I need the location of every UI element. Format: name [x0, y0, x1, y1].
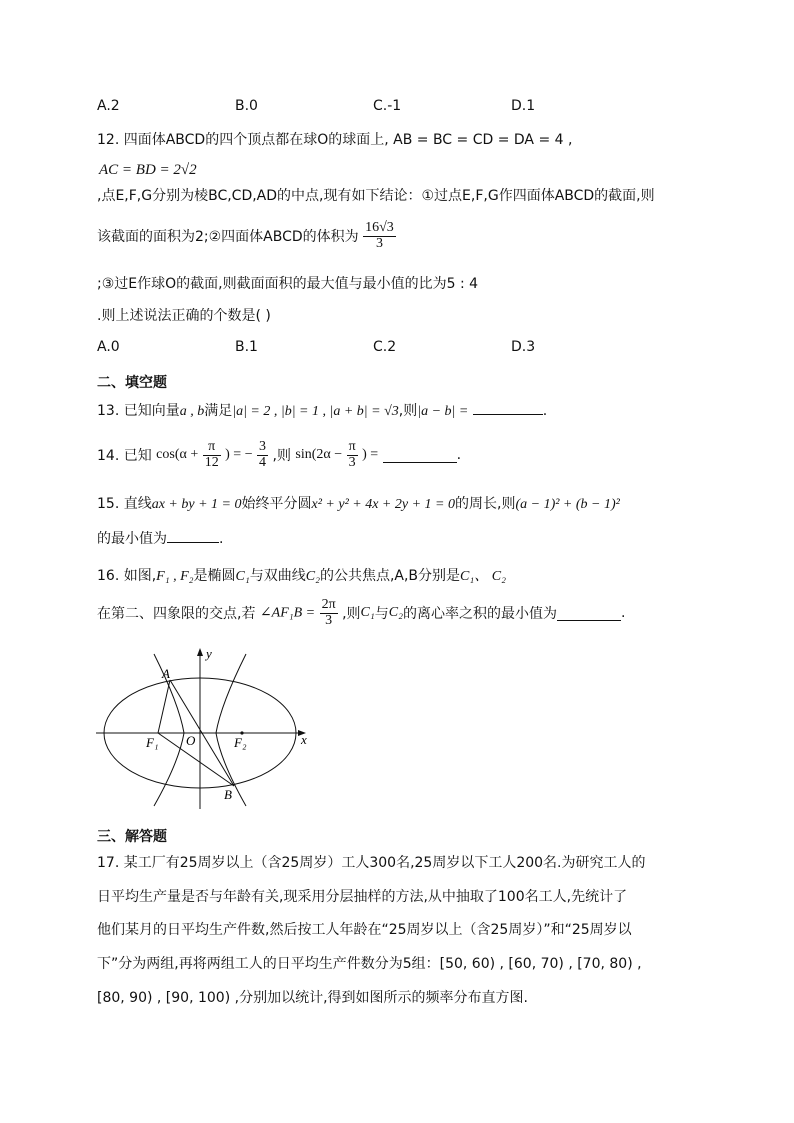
ellipse-hyperbola-figure [96, 644, 321, 814]
q11-option-a: A.2 [97, 98, 120, 114]
q15-circle-eq: x² + y² + 4x + 2y + 1 = 0 [311, 497, 455, 512]
q16-end: . [620, 605, 626, 622]
q14-expr2b: ) = [362, 447, 379, 463]
q15-mid2: 的周长,则 [455, 496, 516, 512]
q17-line3: 他们某月的日平均生产件数,然后按工人年龄在“25周岁以上（含25周岁）”和“25周岁以 [97, 922, 632, 938]
q15-answer-blank[interactable] [167, 528, 219, 543]
q12-option-d: D.3 [511, 339, 536, 355]
label-f2: F₂ [234, 735, 247, 750]
q17-line4: 下”分为两组,再将两组工人的日平均生产件数分为5组：[50, 60) , [60, 70) , [70, 80) , [97, 956, 642, 972]
q15-line1 [97, 493, 620, 513]
q14-pre: 14. 已知 [97, 448, 152, 465]
q14-frac1 [203, 440, 221, 470]
q13-ask-pre: ,则 [398, 403, 418, 419]
q12-volume-num: 16√3 [365, 220, 394, 235]
section2-title: 二、填空题 [97, 375, 167, 391]
q13-answer-blank[interactable] [473, 400, 543, 415]
q12-option-a: A.0 [97, 339, 120, 355]
q12-line2: AC = BD = 2√2 [99, 162, 197, 178]
q16-mid: 是椭圆 [193, 568, 236, 584]
q14-frac3 [347, 440, 358, 470]
q16-foci: F₁ , F₂ [156, 569, 194, 584]
q16-mid3: 的公共焦点,A,B分别是 [319, 568, 461, 584]
label-f1: F₁ [146, 735, 159, 750]
q12-line4-text: 该截面的面积为2;②四面体ABCD的体积为 [97, 229, 359, 246]
q13-pre: 13. 已知向量 [97, 403, 180, 419]
y-axis-arrow [197, 648, 203, 656]
q16-line2-c1: C₁ [360, 605, 375, 621]
q14-expr2a: sin(2α − [295, 447, 343, 463]
q15-line-eq: ax + by + 1 = 0 [151, 497, 242, 512]
q12-line3: ,点E,F,G分别为棱BC,CD,AD的中点,现有如下结论：①过点E,F,G作四面体ABCD的截面,则 [97, 188, 655, 204]
q16-angle: ∠AF₁B = [259, 605, 316, 621]
q11-option-c: C.-1 [373, 98, 402, 114]
q16-line2-mid2: 与 [374, 606, 389, 623]
q11-option-d: D.1 [511, 98, 536, 114]
q16-c1: C₁ [235, 569, 250, 584]
q14-answer-blank[interactable] [383, 448, 457, 463]
q16-answer-blank[interactable] [557, 606, 621, 621]
q12-line4 [97, 221, 396, 251]
label-o: O [186, 733, 196, 748]
q17-line2: 日平均生产量是否与年龄有关,现采用分层抽样的方法,从中抽取了100名工人,先统计了 [97, 889, 628, 905]
q15-line2-pre: 的最小值为 [97, 531, 167, 547]
q14-frac2-den: 4 [259, 454, 267, 470]
q16-c2: C₂ [305, 569, 320, 584]
q12-option-c: C.2 [373, 339, 397, 355]
q13-cond-pre: 满足 [204, 403, 233, 419]
q14-frac2 [257, 440, 268, 470]
q16-line2-end: 的离心率之积的最小值为 [402, 606, 557, 623]
q16-line2-pre: 在第二、四象限的交点,若 [97, 606, 256, 623]
q11-option-b: B.0 [235, 98, 258, 114]
q14 [97, 440, 461, 470]
q14-frac1-den: 12 [204, 454, 219, 470]
q16-line2-c2: C₂ [388, 605, 403, 621]
q16-mid2: 与双曲线 [249, 568, 306, 584]
q12-line6: .则上述说法正确的个数是( ) [97, 308, 271, 324]
label-y: y [206, 646, 212, 661]
section3-title: 三、解答题 [97, 829, 167, 845]
q16-frac [320, 598, 338, 628]
q12-volume-den: 3 [375, 235, 383, 251]
q13-ask: |a − b| = [417, 404, 469, 419]
q13-end: . [542, 403, 548, 419]
q13-cond: |a| = 2 , |b| = 1 , |a + b| = √3 [232, 404, 399, 419]
q16-frac-num: 2π [321, 597, 336, 612]
q14-frac3-num: π [348, 439, 356, 454]
q14-mid: ,则 [272, 448, 291, 465]
q16-line2 [97, 598, 625, 628]
q16-frac-den: 3 [325, 612, 333, 628]
q14-expr1a: cos(α + [156, 447, 199, 463]
q15-pre: 15. 直线 [97, 496, 152, 512]
q16-c12: C₁、 C₂ [460, 569, 506, 584]
q12-volume-fraction [363, 221, 396, 251]
q15-expr: (a − 1)² + (b − 1)² [515, 497, 620, 512]
q16-line2-mid: ,则 [342, 606, 361, 623]
q14-frac1-num: π [203, 440, 221, 456]
q12-line5: ;③过E作球O的截面,则截面面积的最大值与最小值的比为5 : 4 [97, 276, 479, 292]
label-x: x [301, 732, 307, 747]
q17-line1: 17. 某工厂有25周岁以上（含25周岁）工人300名,25周岁以下工人200名.为研究工人的 [97, 855, 646, 871]
label-a: A [162, 666, 170, 681]
q15-mid: 始终平分圆 [241, 496, 312, 512]
q13 [97, 400, 547, 420]
label-b: B [224, 787, 232, 802]
q17-line5: [80, 90) , [90, 100) ,分别加以统计,得到如图所示的频率分布直方图. [97, 990, 528, 1006]
q14-end: . [456, 447, 462, 464]
q16-pre: 16. 如图, [97, 568, 157, 584]
q14-frac2-num: 3 [259, 439, 267, 454]
q15-end: . [219, 531, 224, 547]
segment-f1-b [158, 733, 234, 786]
q13-vars: a , b [179, 404, 205, 419]
q16-line1 [97, 565, 506, 585]
q14-frac3-den: 3 [348, 454, 356, 470]
segment-a-f1 [158, 680, 170, 733]
q14-expr1b: ) = − [225, 447, 253, 463]
q15-line2 [97, 528, 223, 548]
q12-line1: 12. 四面体ABCD的四个顶点都在球O的球面上, AB = BC = CD = DA = 4 , [97, 132, 573, 148]
q12-option-b: B.1 [235, 339, 258, 355]
